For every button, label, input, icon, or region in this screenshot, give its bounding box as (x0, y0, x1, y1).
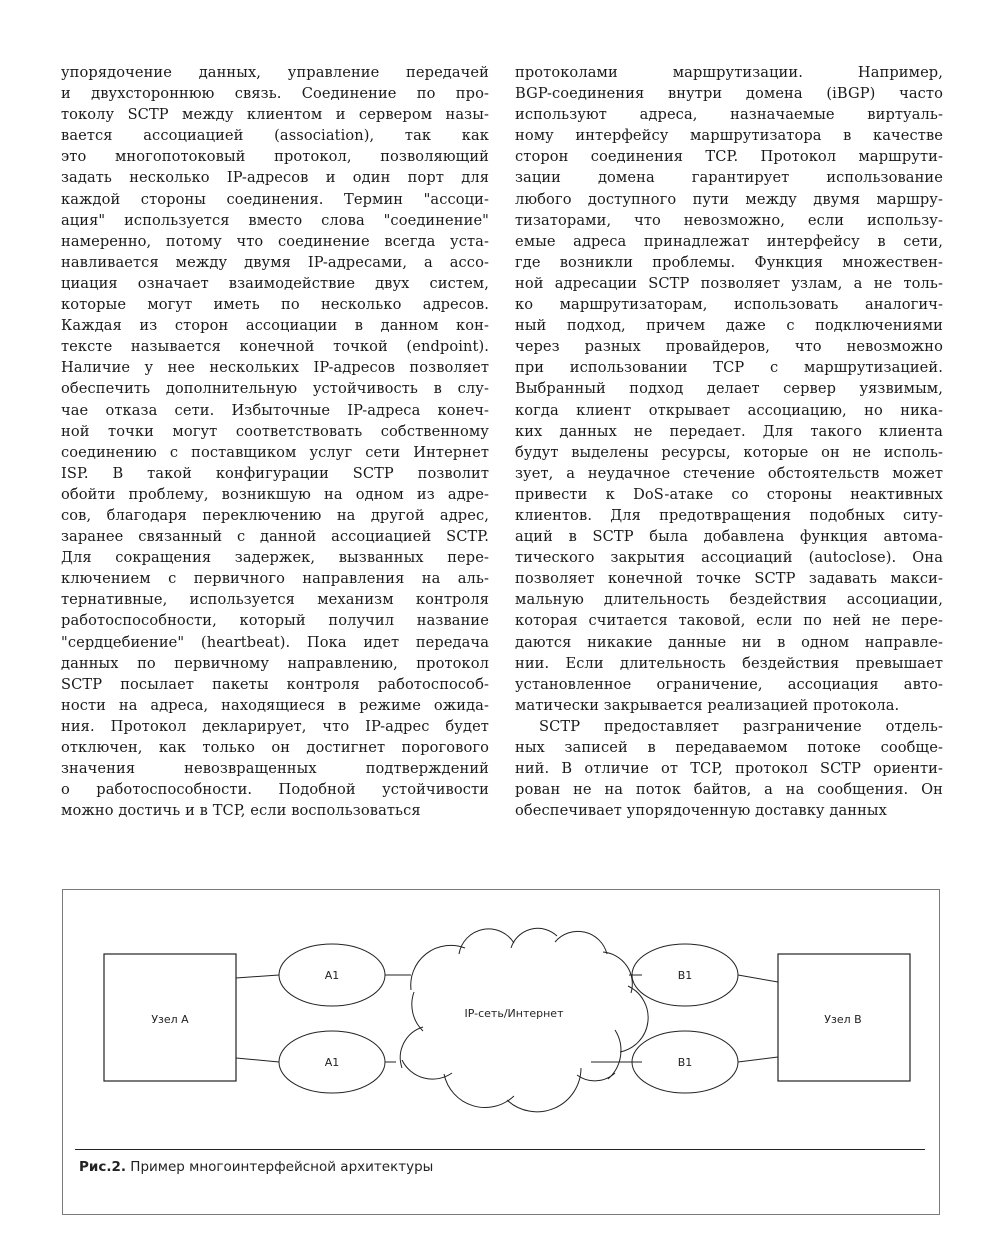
text-line: данных по первичному направлению, протокол (61, 654, 489, 672)
text-line: соединению с поставщиком услуг сети Интернет (61, 443, 489, 461)
text-line: позволяет конечной точке SCTP задавать макси- (515, 570, 943, 588)
text-line: задать несколько IP-адресов и один порт для (61, 169, 489, 187)
text-line: отключен, как только он достигнет порогового (61, 739, 489, 756)
text-line: ности на адреса, находящиеся в режиме ожида- (61, 696, 489, 714)
interface-b1-top-label: B1 (677, 969, 693, 982)
figure-caption (79, 1159, 433, 1175)
text-line: используют адреса, назначаемые виртуаль- (515, 106, 943, 124)
text-line: намеренно, потому что соединение всегда уста- (61, 232, 489, 250)
text-line: клиентов. Для предотвращения подобных ситу- (515, 506, 943, 524)
interface-a1-bottom-label: A1 (324, 1056, 340, 1069)
text-line: которая считается таковой, если по ней не пере- (515, 612, 943, 630)
text-line: ключением с первичного направления на аль- (61, 570, 489, 588)
right-column (515, 62, 943, 821)
text-line: можно достичь и в TCP, если воспользоваться (61, 802, 421, 820)
text-line: вается ассоциацией (association), так как (61, 127, 489, 145)
text-line: мальную длительность бездействия ассоциации, (515, 591, 943, 609)
text-line: ний. В отличие от TCP, протокол SCTP ориенти- (515, 760, 943, 778)
text-line: ния. Протокол декларирует, что IP-адрес будет (61, 717, 489, 735)
text-line: ных записей в передаваемом потоке сообще- (515, 739, 943, 756)
text-line: при использовании TCP с маршрутизацией. (515, 359, 943, 377)
link-b-bottom (738, 1057, 778, 1062)
text-line: о работоспособности. Подобной устойчивости (61, 781, 489, 799)
text-line: ация" используется вместо слова "соединение" (61, 211, 489, 229)
text-line: сторон соединения TCP. Протокол маршрути- (515, 148, 943, 166)
text-line: обеспечить дополнительную устойчивость в слу- (61, 380, 489, 398)
text-line: SCTP посылает пакеты контроля работоспособ- (61, 675, 489, 693)
text-line: ких данных не передает. Для такого клиента (515, 422, 943, 440)
text-line: матически закрывается реализацией протокола. (515, 696, 900, 714)
text-line: даются никакие данные ни в одном направле- (515, 633, 943, 651)
text-line: любого доступного пути между двумя маршру- (515, 190, 943, 208)
text-line: когда клиент открывает ассоциацию, но ника- (515, 401, 943, 419)
text-line: установленное ограничение, ассоциация авто- (515, 675, 943, 693)
text-line: тексте называется конечной точкой (endpoint). (61, 338, 489, 356)
text-line: ному интерфейсу маршрутизатора в качестве (515, 127, 943, 145)
text-line: зации домена гарантирует использование (515, 169, 943, 187)
caption-prefix: Рис.2. (79, 1159, 127, 1175)
text-line: Каждая из сторон ассоциации в данном кон- (61, 317, 489, 335)
interface-a1-top-label: A1 (324, 969, 340, 982)
text-line: BGP-соединения внутри домена (iBGP) часто (515, 85, 943, 103)
text-line: это многопотоковый протокол, позволяющий (61, 148, 489, 166)
text-line: тернативные, используется механизм контроля (61, 591, 489, 609)
text-line: обеспечивает упорядоченную доставку данных (515, 802, 887, 820)
text-line: протоколами маршрутизации. Например, (515, 64, 943, 81)
text-line: заранее связанный с данной ассоциацией SCTP. (61, 528, 489, 546)
text-line: тического закрытия ассоциаций (autoclose). Она (515, 549, 943, 567)
text-line: обойти проблему, возникшую на одном из адре- (61, 485, 489, 503)
text-line: чае отказа сети. Избыточные IP-адреса конеч- (61, 401, 489, 419)
text-line: "сердцебиение" (heartbeat). Пока идет передача (61, 633, 489, 651)
text-line: циация означает взаимодействие двух систем, (61, 274, 489, 292)
text-line: ко маршрутизаторам, использовать аналогич- (515, 296, 943, 314)
text-line: рован не на поток байтов, а на сообщения. Он (515, 781, 943, 799)
network-cloud (400, 928, 648, 1111)
text-line: Для сокращения задержек, вызванных пере- (61, 549, 489, 567)
text-line: емые адреса принадлежат интерфейсу в сети, (515, 232, 943, 250)
text-line: значения невозвращенных подтверждений (61, 760, 489, 778)
text-line: токолу SCTP между клиентом и сервером назы- (61, 106, 489, 124)
text-line: упорядочение данных, управление передачей (61, 64, 489, 81)
link-a-bottom (236, 1058, 279, 1062)
text-line: сов, благодаря переключению на другой адрес, (61, 506, 489, 524)
text-line: ной точки могут соответствовать собственному (61, 422, 489, 440)
text-line: и двухстороннюю связь. Соединение по про- (61, 85, 489, 103)
text-line: каждой стороны соединения. Термин "ассоци- (61, 190, 489, 208)
node-b-label: Узел В (824, 1013, 862, 1026)
text-line: тизаторами, что невозможно, если использу- (515, 211, 943, 229)
figure-multihoming (62, 889, 940, 1215)
caption-text: Пример многоинтерфейсной архитектуры (126, 1159, 434, 1175)
node-a-label: Узел А (151, 1013, 189, 1026)
text-line: Выбранный подход делает сервер уязвимым, (515, 380, 943, 398)
text-line: привести к DoS-атаке со стороны неактивных (515, 485, 943, 503)
text-line: SCTP предоставляет разграничение отдель- (539, 717, 943, 735)
link-b-top (738, 975, 778, 982)
text-line: Наличие у нее нескольких IP-адресов позволяет (61, 359, 489, 377)
text-line: где возникли проблемы. Функция множествен- (515, 253, 943, 271)
text-line: аций в SCTP была добавлена функция автома- (515, 528, 943, 546)
network-label: IP-сеть/Интернет (464, 1007, 564, 1020)
text-line: будут выделены ресурсы, которые он не исполь- (515, 443, 943, 461)
text-line: ISP. В такой конфигурации SCTP позволит (61, 464, 489, 482)
interface-b1-bottom-label: B1 (677, 1056, 693, 1069)
left-column (61, 62, 489, 821)
text-line: нии. Если длительность бездействия превышает (515, 654, 943, 672)
text-line: ной адресации SCTP позволяет узлам, а не толь- (515, 274, 943, 292)
link-a-top (236, 975, 279, 978)
text-line: ный подход, причем даже с подключениями (515, 317, 943, 335)
text-line: через разных провайдеров, что невозможно (515, 338, 943, 356)
text-line: навливается между двумя IP-адресами, а ассо- (61, 253, 489, 271)
text-line: которые могут иметь по несколько адресов. (61, 296, 489, 314)
text-line: работоспособности, который получил название (61, 612, 489, 630)
text-line: зует, а неудачное стечение обстоятельств может (515, 464, 943, 482)
caption-divider (75, 1149, 925, 1150)
